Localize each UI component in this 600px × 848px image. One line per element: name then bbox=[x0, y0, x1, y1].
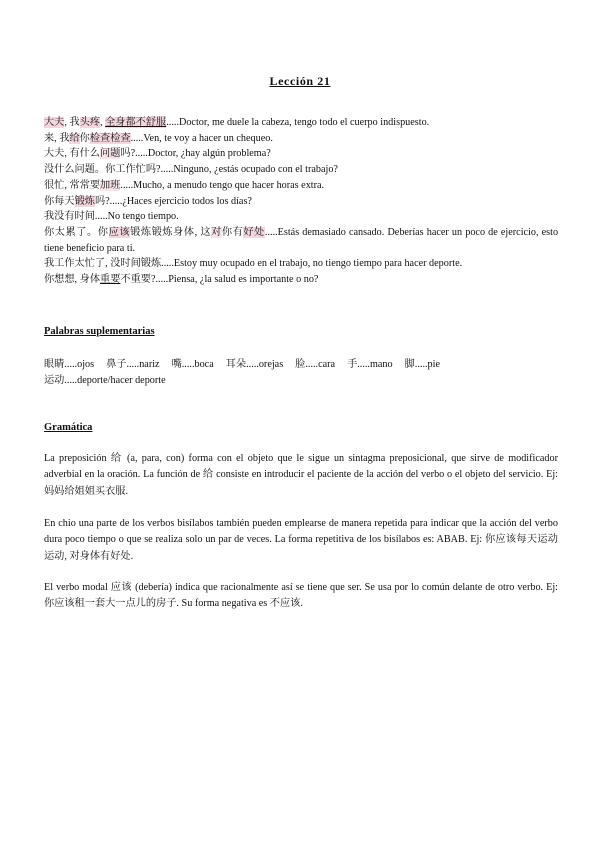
dialogue-line bbox=[44, 225, 558, 256]
dialogue-line bbox=[44, 131, 558, 147]
dialogue-line bbox=[44, 115, 558, 131]
vocab-item: 嘴.....boca bbox=[171, 359, 214, 370]
highlighted-term: 好处 bbox=[243, 226, 265, 238]
dialogue-line bbox=[44, 256, 558, 272]
dialogue-text: 你有 bbox=[221, 226, 244, 238]
highlighted-term: 加班 bbox=[100, 179, 121, 191]
dialogue-line bbox=[44, 162, 558, 178]
dialogue-text: 重要 bbox=[100, 274, 121, 286]
dialogue-text: 很忙, 常常要 bbox=[44, 179, 101, 191]
dialogue-text: 你想想, 身体 bbox=[44, 274, 101, 286]
highlighted-term: 对 bbox=[211, 226, 222, 238]
dialogue-text: .....Estás demasiado cansado. Deberías hacer un poco de ejercicio, esto tiene beneficio para ti. bbox=[44, 226, 559, 254]
lesson-title: Lección 21 bbox=[269, 74, 331, 88]
highlighted-term: 锻炼 bbox=[74, 195, 95, 207]
dialogue-text: 锻炼锻炼身体, 这 bbox=[130, 226, 212, 238]
grammar-paragraph: La preposición 给 (a, para, con) forma con el objeto que le sigue un sintagma preposicional, que sirve de modificador adverbial en la oración. La función de 给 consiste en introducir el paciente de la acción del verbo o el objeto del servicio. Ej: 妈妈给姐姐买衣服. bbox=[44, 453, 558, 497]
highlighted-term: 应该 bbox=[108, 226, 131, 238]
dialogue-line bbox=[44, 146, 558, 162]
highlighted-term: 给 bbox=[69, 132, 80, 144]
dialogue-text: .....Mucho, a menudo tengo que hacer horas extra. bbox=[120, 179, 325, 191]
highlighted-term: 头疼 bbox=[79, 117, 101, 128]
vocab-item: 鼻子.....nariz bbox=[106, 359, 160, 370]
grammar-paragraph: El verbo modal 应该 (debería) indica que racionalmente así se tiene que ser. Se usa por lo común delante de otro verbo. Ej: 你应该租一套大一点儿的房子. Su forma negativa es 不应该. bbox=[44, 582, 558, 610]
vocab-heading: Palabras suplementarias bbox=[44, 326, 155, 337]
dialogue-text: .....Ven, te voy a hacer un chequeo. bbox=[130, 132, 273, 144]
dialogue-text: 你 bbox=[79, 132, 90, 144]
vocab-item: 运动.....deporte/hacer deporte bbox=[44, 374, 166, 386]
highlighted-term: 检查检查 bbox=[89, 132, 131, 144]
dialogue-text: 吗?.....Doctor, ¿hay algún problema? bbox=[120, 148, 271, 160]
dialogue-line bbox=[44, 209, 558, 225]
highlighted-term: 大夫 bbox=[44, 117, 65, 128]
dialogue-line bbox=[44, 178, 558, 194]
dialogue-text: 大夫, 有什么 bbox=[44, 148, 101, 160]
vocab-item: 脚.....pie bbox=[404, 359, 440, 370]
vocab-item: 耳朵.....orejas bbox=[225, 359, 284, 370]
highlighted-term: 全身都不舒服 bbox=[105, 117, 167, 128]
vocab-list bbox=[44, 357, 564, 388]
dialogue-text: 来, 我 bbox=[44, 132, 70, 144]
dialogue-text: 你每天 bbox=[44, 195, 75, 207]
grammar-heading: Gramática bbox=[44, 422, 93, 433]
dialogue-text: 吗?.....¿Haces ejercicio todos los días? bbox=[94, 195, 252, 207]
grammar-paragraph: En chio una parte de los verbos bisílabos también pueden emplearse de manera repetida para indicar que la acción del verbo dura poco tiempo o que se realiza solo un par de veces. La forma repetitiva de los bisílabos es: ABAB. Ej: 你应该每天运动运动, 对身体有好处. bbox=[44, 518, 558, 562]
dialogue-text: 我没有时间.....No tengo tiempo. bbox=[44, 211, 179, 223]
dialogue-text: 没什么问题。你工作忙吗?.....Ninguno, ¿estás ocupado con el trabajo? bbox=[44, 164, 338, 176]
vocab-item: 手.....mano bbox=[347, 359, 393, 370]
vocab-item: 眼睛.....ojos bbox=[44, 359, 95, 370]
dialogue-text: .....Doctor, me duele la cabeza, tengo todo el cuerpo indispuesto. bbox=[166, 117, 430, 128]
dialogue-text: , 我 bbox=[64, 117, 80, 128]
dialogue-line bbox=[44, 272, 558, 288]
dialogue-text: 我工作太忙了, 没时间锻炼.....Estoy muy ocupado en el trabajo, no tiengo tiempo para hacer deporte. bbox=[44, 258, 463, 270]
dialogue-line bbox=[44, 194, 558, 210]
dialogue-text: 不重要?.....Piensa, ¿la salud es importante o no? bbox=[120, 274, 319, 286]
dialogue-text: , bbox=[100, 117, 106, 128]
highlighted-term: 问题 bbox=[100, 148, 121, 160]
dialogue-block bbox=[44, 115, 558, 288]
vocab-item: 脸.....cara bbox=[295, 359, 336, 370]
dialogue-text: 你太累了。你 bbox=[44, 226, 109, 238]
